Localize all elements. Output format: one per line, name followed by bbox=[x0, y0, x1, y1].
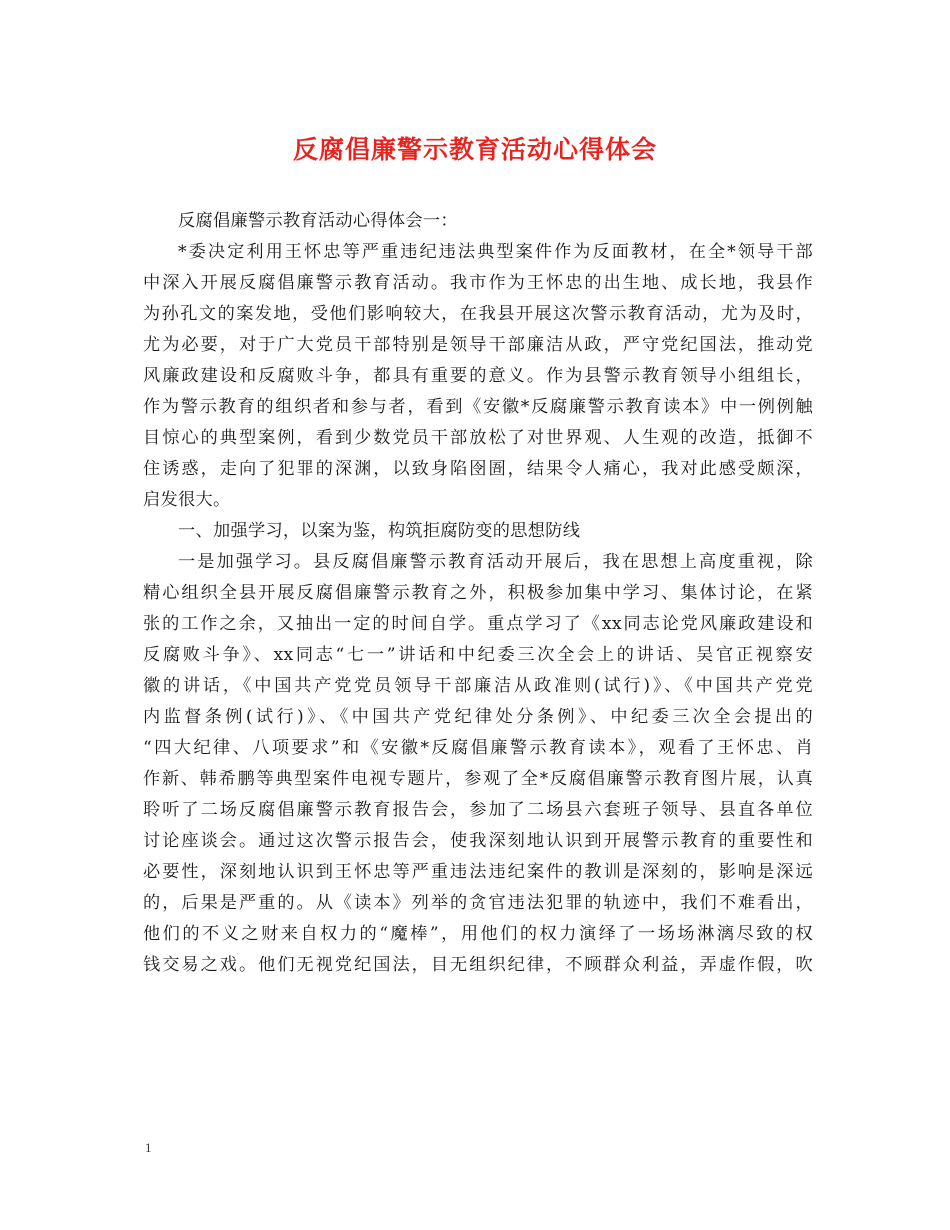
text-line: 住诱惑，走向了犯罪的深渊，以致身陷囹圄，结果令人痛心，我对此感受颇深， bbox=[143, 459, 813, 479]
text-line: 讨论座谈会。通过这次警示报告会，使我深刻地认识到开展警示教育的重要性和 bbox=[143, 831, 813, 851]
text-line: 为孙孔文的案发地，受他们影响较大，在我县开展这次警示教育活动，尤为及时， bbox=[143, 304, 813, 324]
text-line: 启发很大。 bbox=[143, 490, 231, 510]
text-line: 张的工作之余，又抽出一定的时间自学。重点学习了《xx同志论党风廉政建设和 bbox=[143, 614, 813, 634]
text-line: 一、加强学习，以案为鉴，构筑拒腐防变的思想防线 bbox=[178, 521, 581, 541]
text-line: 聆听了二场反腐倡廉警示教育报告会，参加了二场县六套班子领导、县直各单位 bbox=[143, 800, 813, 820]
text-line: 钱交易之戏。他们无视党纪国法，目无组织纪律，不顾群众利益，弄虚作假，吹 bbox=[143, 955, 813, 975]
text-line: 风廉政建设和反腐败斗争，都具有重要的意义。作为县警示教育领导小组组长， bbox=[143, 366, 813, 386]
text-line: 尤为必要，对于广大党员干部特别是领导干部廉洁从政，严守党纪国法，推动党 bbox=[143, 335, 813, 355]
text-line: “四大纪律、八项要求”和《安徽*反腐倡廉警示教育读本》，观看了王怀忠、肖 bbox=[143, 738, 813, 758]
text-line: 内监督条例(试行)》、《中国共产党纪律处分条例》、中纪委三次全会提出的 bbox=[143, 707, 813, 727]
text-line: *委决定利用王怀忠等严重违纪违法典型案件作为反面教材，在全*领导干部 bbox=[178, 242, 813, 262]
text-line: 作新、韩希鹏等典型案件电视专题片，参观了全*反腐倡廉警示教育图片展，认真 bbox=[143, 769, 813, 789]
document-title: 反腐倡廉警示教育活动心得体会 bbox=[292, 135, 657, 164]
text-line: 作为警示教育的组织者和参与者，看到《安徽*反腐廉警示教育读本》中一例例触 bbox=[143, 397, 813, 417]
text-line: 中深入开展反腐倡廉警示教育活动。我市作为王怀忠的出生地、成长地，我县作 bbox=[143, 273, 813, 293]
document-body bbox=[143, 206, 813, 981]
text-line: 目惊心的典型案例，看到少数党员干部放松了对世界观、人生观的改造，抵御不 bbox=[143, 428, 813, 448]
text-line: 一是加强学习。县反腐倡廉警示教育活动开展后，我在思想上高度重视，除 bbox=[178, 552, 813, 572]
text-line: 必要性，深刻地认识到王怀忠等严重违法违纪案件的教训是深刻的，影响是深远 bbox=[143, 862, 813, 882]
text-line: 反腐倡廉警示教育活动心得体会一： bbox=[178, 211, 458, 231]
page-number: 1 bbox=[145, 1140, 152, 1155]
text-line: 反腐败斗争》、xx同志“七一”讲话和中纪委三次全会上的讲话、吴官正视察安 bbox=[143, 645, 813, 665]
text-line: 的，后果是严重的。从《读本》列举的贪官违法犯罪的轨迹中，我们不难看出， bbox=[143, 893, 813, 913]
text-line: 他们的不义之财来自权力的“魔棒”，用他们的权力演绎了一场场淋漓尽致的权 bbox=[143, 924, 813, 944]
text-line: 精心组织全县开展反腐倡廉警示教育之外，积极参加集中学习、集体讨论，在紧 bbox=[143, 583, 813, 603]
text-line: 徽的讲话，《中国共产党党员领导干部廉洁从政准则(试行)》、《中国共产党党 bbox=[143, 676, 813, 696]
